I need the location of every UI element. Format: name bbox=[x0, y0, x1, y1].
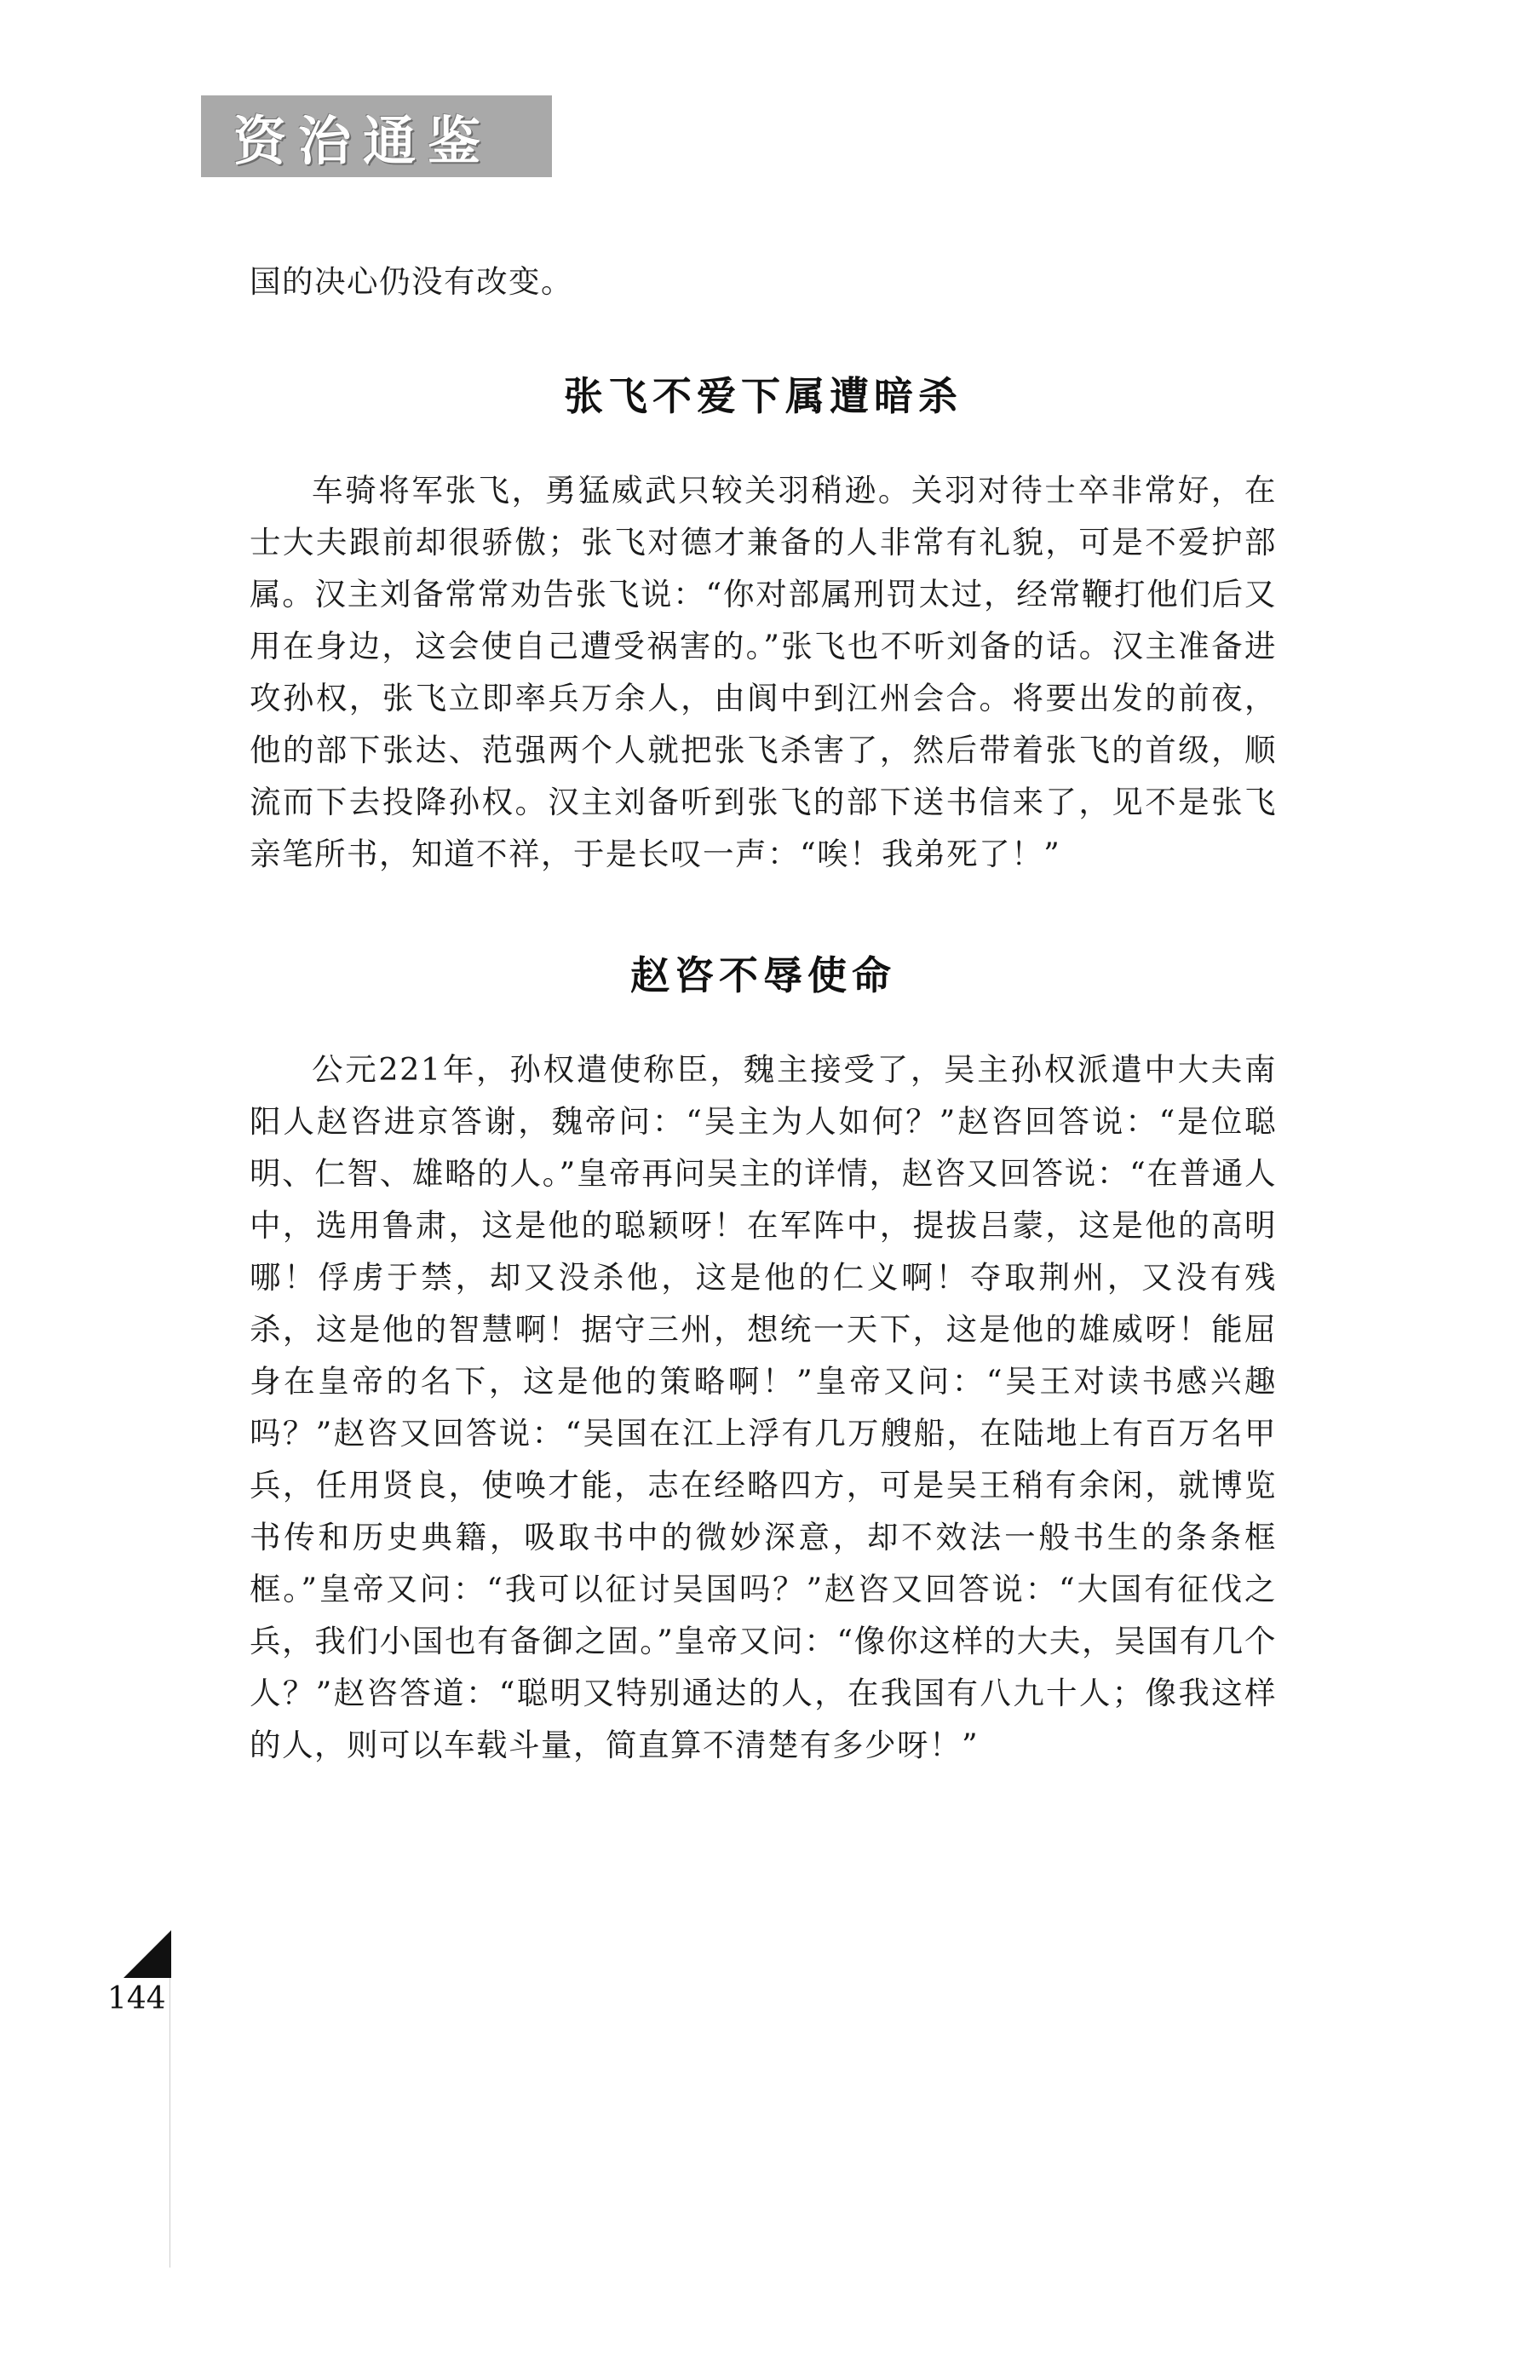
page-number: 144 bbox=[107, 1981, 166, 2016]
book-title-banner bbox=[201, 95, 552, 177]
section-paragraph-zhao-zi: 公元221年，孙权遣使称臣，魏主接受了，吴主孙权派遣中大夫南阳人赵咨进京答谢，魏帝问：“吴主为人如何？”赵咨回答说：“是位聪明、仁智、雄略的人。”皇帝再问吴主的详情，赵咨又回答说：“在普通人中，选用鲁肃，这是他的聪颖呀！在军阵中，提拔吕蒙，这是他的高明哪！俘虏于禁，却又没杀他，这是他的仁义啊！夺取荆州，又没有残杀，这是他的智慧啊！据守三州，想统一天下，这是他的雄威呀！能屈身在皇帝的名下，这是他的策略啊！”皇帝又问：“吴王对读书感兴趣吗？”赵咨又回答说：“吴国在江上浮有几万艘船，在陆地上有百万名甲兵，任用贤良，使唤才能，志在经略四方，可是吴王稍有余闲，就博览书传和历史典籍，吸取书中的微妙深意，却不效法一般书生的条条框框。”皇帝又问：“我可以征讨吴国吗？”赵咨又回答说：“大国有征伐之兵，我们小国也有备御之固。”皇帝又问：“像你这样的大夫，吴国有几个人？”赵咨答道：“聪明又特别通达的人，在我国有八九十人；像我这样的人，则可以车载斗量，简直算不清楚有多少呀！” bbox=[250, 1051, 1277, 1763]
book-title: 资治通鉴 bbox=[233, 109, 493, 172]
continuation-paragraph: 国的决心仍没有改变。 bbox=[250, 263, 573, 300]
section-title-zhang-fei: 张飞不爱下属遭暗杀 bbox=[564, 373, 962, 419]
section-paragraph-zhang-fei: 车骑将军张飞，勇猛威武只较关羽稍逊。关羽对待士卒非常好，在士大夫跟前却很骄傲；张飞对德才兼备的人非常有礼貌，可是不爱护部属。汉主刘备常常劝告张飞说：“你对部属刑罚太过，经常鞭打他们后又用在身边，这会使自己遭受祸害的。”张飞也不听刘备的话。汉主准备进攻孙权，张飞立即率兵万余人，由阆中到江州会合。将要出发的前夜，他的部下张达、范强两个人就把张飞杀害了，然后带着张飞的首级，顺流而下去投降孙权。汉主刘备听到张飞的部下送书信来了，见不是张飞亲笔所书，知道不祥，于是长叹一声：“唉！我弟死了！” bbox=[250, 472, 1277, 872]
section-title-zhao-zi: 赵咨不辱使命 bbox=[630, 952, 896, 998]
page-corner-marker bbox=[124, 1930, 171, 1978]
page-body bbox=[250, 256, 1277, 1771]
